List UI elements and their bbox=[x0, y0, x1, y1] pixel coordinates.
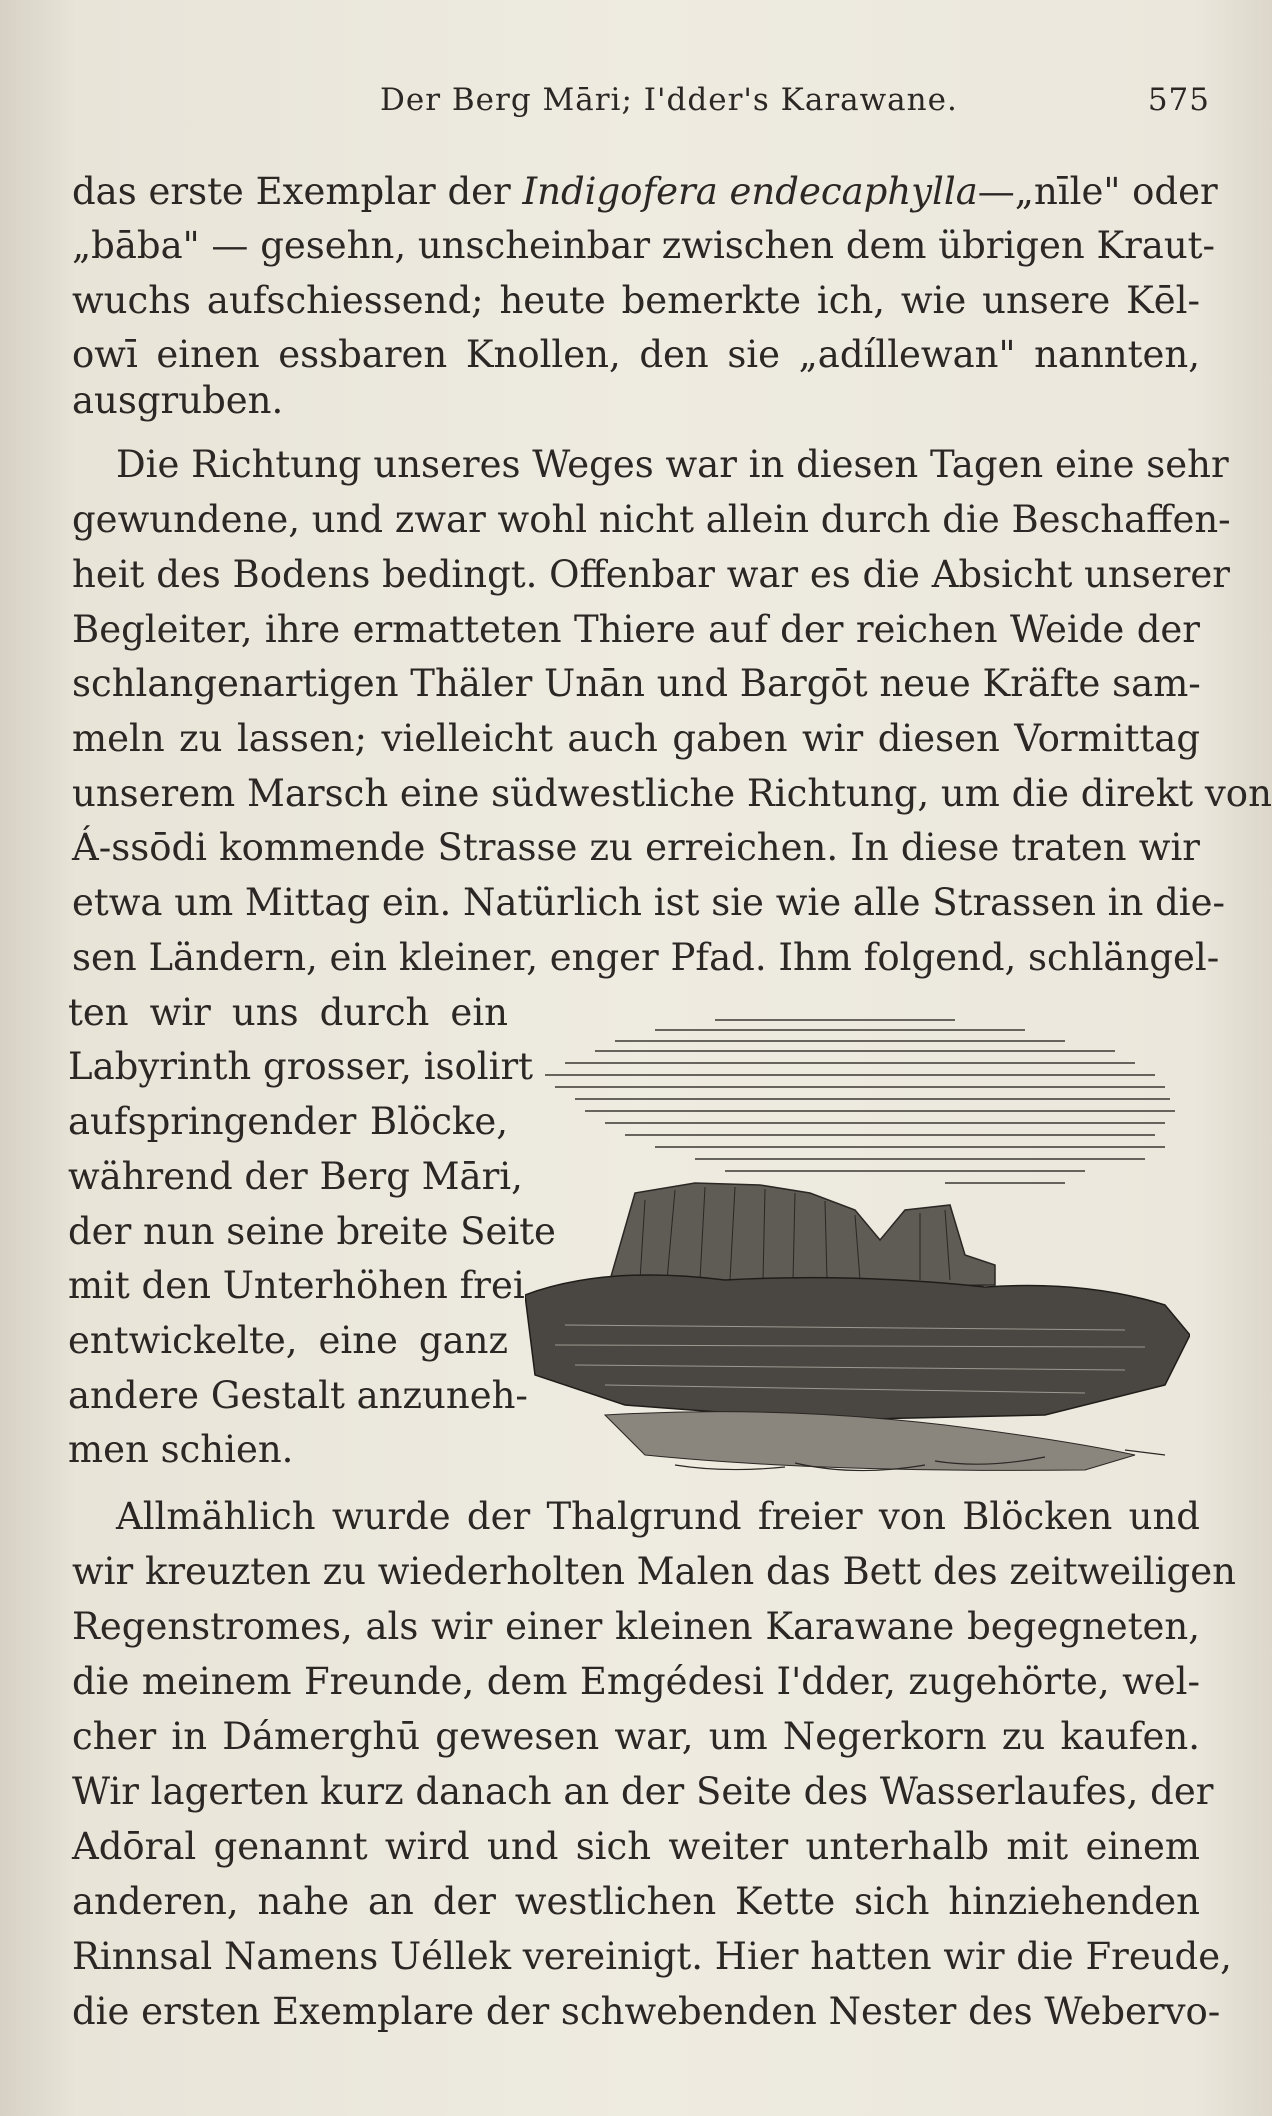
page-header bbox=[70, 82, 1210, 132]
engraving-mountain-mari bbox=[525, 995, 1190, 1485]
sky-hatching bbox=[545, 1020, 1175, 1183]
text-line: wuchs aufschiessend; heute bemerkte ich, wie unsere Kēl- bbox=[72, 279, 1200, 322]
page-number: 575 bbox=[1147, 82, 1210, 118]
text-line: mit den Unterhöhen frei bbox=[68, 1264, 525, 1307]
text-line: „bāba" — gesehn, unscheinbar zwischen dem übrigen Kraut- bbox=[72, 224, 1216, 267]
text-line: etwa um Mittag ein. Natürlich ist sie wie alle Strassen in die- bbox=[72, 881, 1226, 924]
text-line: Rinnsal Namens Uéllek vereinigt. Hier hatten wir die Freude, bbox=[72, 1935, 1232, 1978]
foreground-ground bbox=[605, 1412, 1135, 1471]
text-line: meln zu lassen; vielleicht auch gaben wir diesen Vormittag bbox=[72, 717, 1200, 760]
text-line: Labyrinth grosser, isolirt bbox=[68, 1045, 534, 1088]
text-line: Adōral genannt wird und sich weiter unterhalb mit einem bbox=[72, 1825, 1200, 1868]
text-line: aufspringender Blöcke, bbox=[68, 1100, 508, 1143]
text-line: heit des Bodens bedingt. Offenbar war es die Absicht unserer bbox=[72, 553, 1230, 596]
text-line: wir kreuzten zu wiederholten Malen das Bett des zeitweiligen bbox=[72, 1550, 1236, 1593]
text-line: owī einen essbaren Knollen, den sie „adíllewan" nannten, bbox=[72, 333, 1200, 376]
text-line: der nun seine breite Seite bbox=[68, 1210, 556, 1253]
text-line: unserem Marsch eine südwestliche Richtung, um die direkt von bbox=[72, 772, 1272, 815]
text-line: Regenstromes, als wir einer kleinen Karawane begegneten, bbox=[72, 1605, 1200, 1648]
species-name: Indigofera endecaphylla bbox=[522, 170, 978, 213]
text-line: Á-ssōdi kommende Strasse zu erreichen. In diese traten wir bbox=[72, 826, 1200, 869]
text-line: gewundene, und zwar wohl nicht allein durch die Beschaffen- bbox=[72, 498, 1231, 541]
text-line: während der Berg Māri, bbox=[68, 1155, 523, 1198]
text-line: Wir lagerten kurz danach an der Seite des Wasserlaufes, der bbox=[72, 1770, 1214, 1813]
text-line: men schien. bbox=[68, 1428, 294, 1471]
text-line: cher in Dámerghū gewesen war, um Negerkorn zu kaufen. bbox=[72, 1715, 1200, 1758]
text-line: schlangenartigen Thäler Unān und Bargōt neue Kräfte sam- bbox=[72, 662, 1201, 705]
text-line: andere Gestalt anzuneh- bbox=[68, 1374, 528, 1417]
text-line: das erste Exemplar der Indigofera endecaphylla—„nīle" oder bbox=[72, 170, 1218, 213]
text-line: sen Ländern, ein kleiner, enger Pfad. Ihm folgend, schlängel- bbox=[72, 936, 1220, 979]
text-line: ten wir uns durch ein bbox=[68, 991, 508, 1034]
text-line: entwickelte, eine ganz bbox=[68, 1319, 508, 1362]
text-line: die ersten Exemplare der schwebenden Nester des Webervo- bbox=[72, 1990, 1221, 2033]
text-line: die meinem Freunde, dem Emgédesi I'dder, zugehörte, wel- bbox=[72, 1660, 1200, 1703]
foothills bbox=[525, 1275, 1190, 1420]
text-line: Begleiter, ihre ermatteten Thiere auf der reichen Weide der bbox=[72, 608, 1200, 651]
text-line: Die Richtung unseres Weges war in diesen Tagen eine sehr bbox=[116, 443, 1229, 486]
running-title: Der Berg Māri; I'dder's Karawane. bbox=[380, 82, 958, 118]
text-line: Allmählich wurde der Thalgrund freier von Blöcken und bbox=[116, 1495, 1200, 1538]
text-line: anderen, nahe an der westlichen Kette sich hinziehenden bbox=[72, 1880, 1200, 1923]
text-line: ausgruben. bbox=[72, 379, 284, 422]
